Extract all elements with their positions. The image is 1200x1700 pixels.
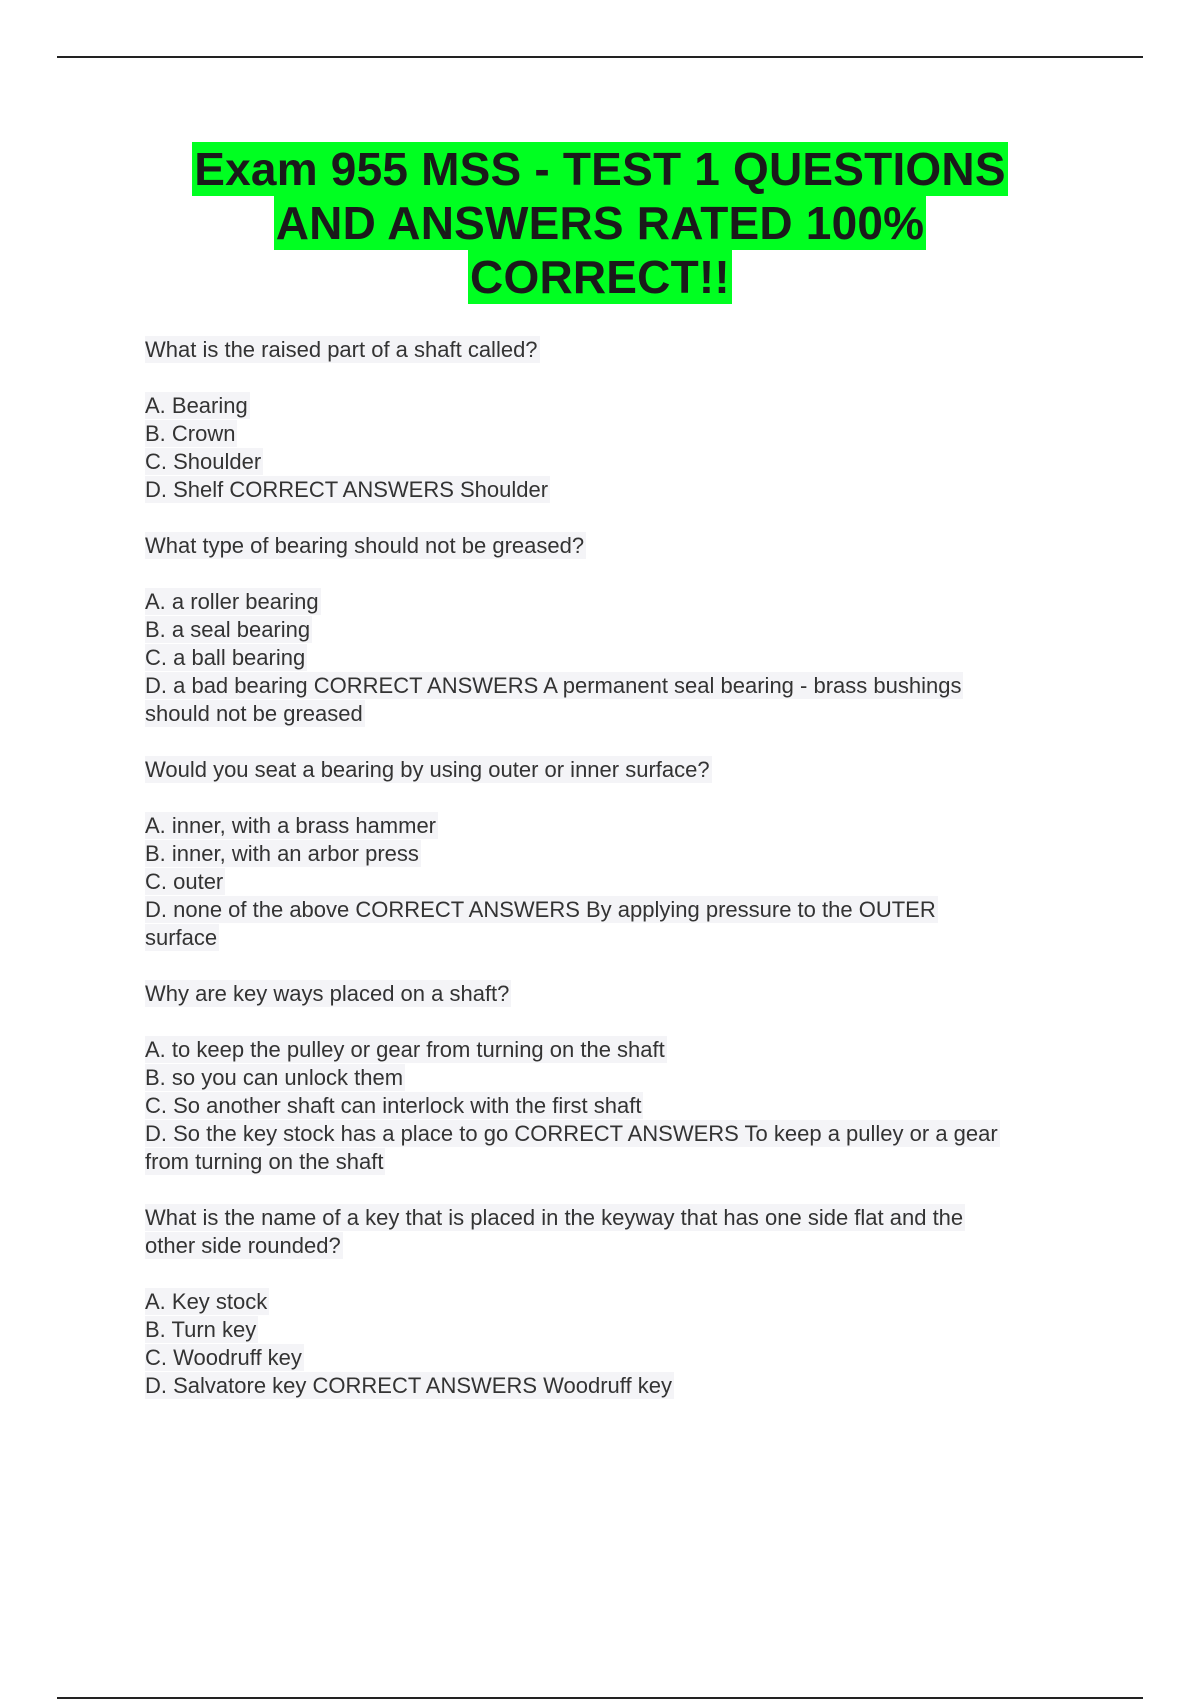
option-line: D. So the key stock has a place to go CORRECT ANSWERS To keep a pulley or a gear xyxy=(145,1121,998,1146)
question-line: Would you seat a bearing by using outer or inner surface? xyxy=(145,757,710,782)
option-line: C. outer xyxy=(145,869,224,894)
option-line: C. Shoulder xyxy=(145,449,262,474)
option-line: B. so you can unlock them xyxy=(145,1065,404,1090)
option-line: A. Key stock xyxy=(145,1289,268,1314)
option-line: A. inner, with a brass hammer xyxy=(145,813,437,838)
option-line: from turning on the shaft xyxy=(145,1149,384,1174)
document-title xyxy=(100,142,1100,304)
answer-options xyxy=(145,588,1105,728)
qa-list xyxy=(145,336,1105,1428)
option-line: C. Woodruff key xyxy=(145,1345,302,1370)
question-block xyxy=(145,336,1105,504)
question-block xyxy=(145,756,1105,952)
question-block xyxy=(145,532,1105,728)
title-line: CORRECT!! xyxy=(470,251,730,303)
question-text xyxy=(145,756,1105,784)
question-line: Why are key ways placed on a shaft? xyxy=(145,981,510,1006)
option-line: B. a seal bearing xyxy=(145,617,311,642)
answer-options xyxy=(145,392,1105,504)
answer-options xyxy=(145,1288,1105,1400)
title-line: AND ANSWERS RATED 100% xyxy=(275,197,925,249)
option-line: D. Salvatore key CORRECT ANSWERS Woodruff key xyxy=(145,1373,672,1398)
question-text xyxy=(145,980,1105,1008)
question-text xyxy=(145,336,1105,364)
option-line: surface xyxy=(145,925,218,950)
option-line: D. a bad bearing CORRECT ANSWERS A permanent seal bearing - brass bushings xyxy=(145,673,962,698)
option-line: B. Crown xyxy=(145,421,236,446)
option-line: should not be greased xyxy=(145,701,363,726)
option-line: C. So another shaft can interlock with the first shaft xyxy=(145,1093,642,1118)
option-line: B. Turn key xyxy=(145,1317,257,1342)
answer-options xyxy=(145,1036,1105,1176)
question-block xyxy=(145,1204,1105,1400)
question-line: other side rounded? xyxy=(145,1233,341,1258)
answer-options xyxy=(145,812,1105,952)
option-line: D. Shelf CORRECT ANSWERS Shoulder xyxy=(145,477,549,502)
question-block xyxy=(145,980,1105,1176)
option-line: D. none of the above CORRECT ANSWERS By applying pressure to the OUTER xyxy=(145,897,936,922)
option-line: A. a roller bearing xyxy=(145,589,319,614)
question-line: What is the name of a key that is placed in the keyway that has one side flat and the xyxy=(145,1205,964,1230)
question-text xyxy=(145,1204,1105,1260)
question-line: What is the raised part of a shaft called? xyxy=(145,337,538,362)
top-rule xyxy=(57,56,1143,58)
option-line: B. inner, with an arbor press xyxy=(145,841,419,866)
title-line: Exam 955 MSS - TEST 1 QUESTIONS xyxy=(194,143,1006,195)
option-line: C. a ball bearing xyxy=(145,645,306,670)
bottom-rule xyxy=(57,1697,1143,1699)
question-line: What type of bearing should not be greased? xyxy=(145,533,585,558)
option-line: A. Bearing xyxy=(145,393,248,418)
question-text xyxy=(145,532,1105,560)
option-line: A. to keep the pulley or gear from turning on the shaft xyxy=(145,1037,665,1062)
